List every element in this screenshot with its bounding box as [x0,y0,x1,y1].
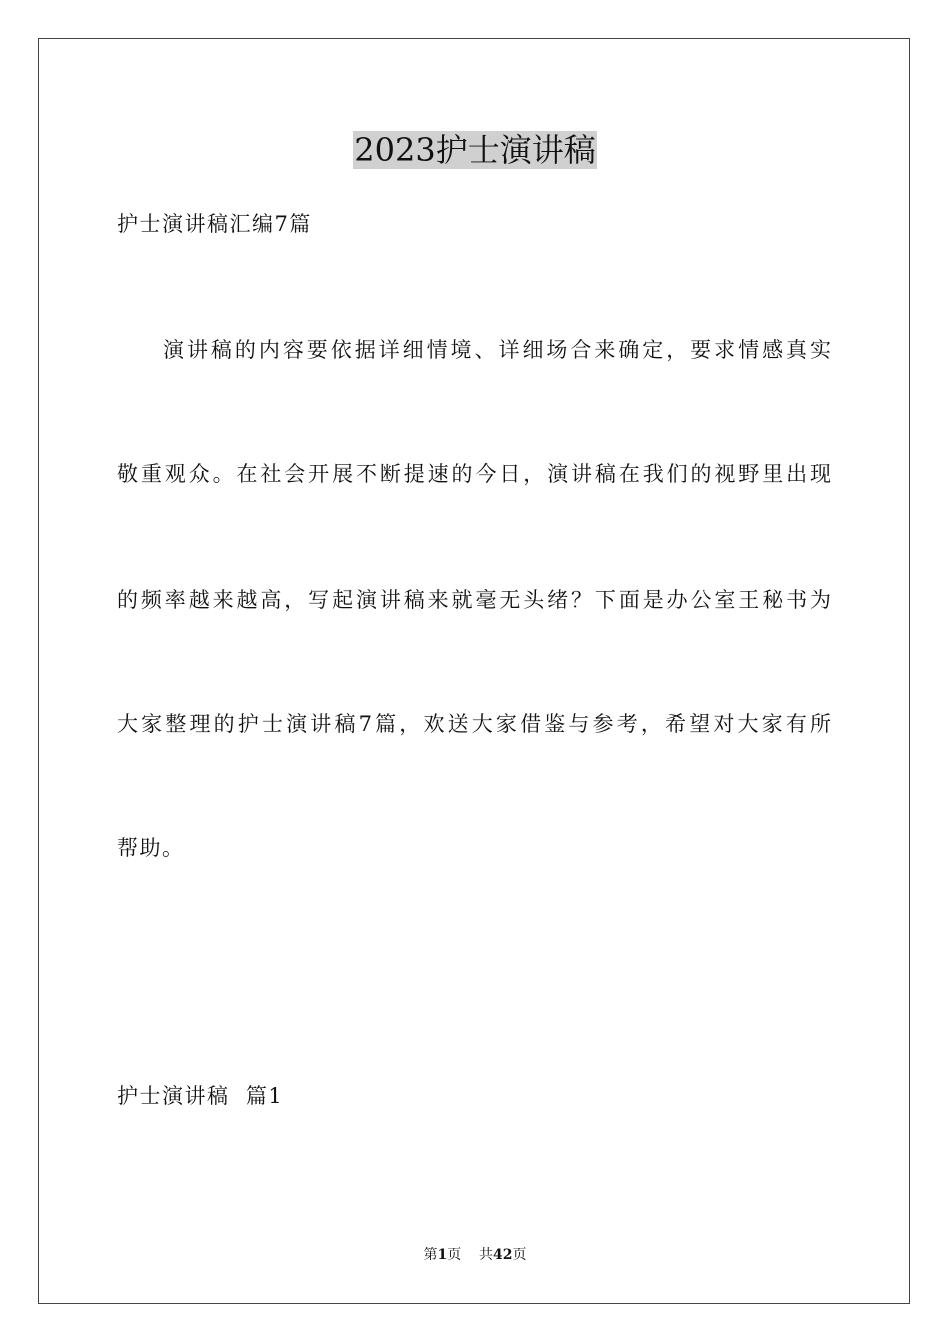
footer-page-suffix: 页 [447,1247,462,1263]
section-heading: 护士演讲稿 篇1 [117,1084,284,1108]
footer-total-pages: 42 [493,1247,513,1263]
footer-page-number: 1 [437,1247,448,1263]
paragraph-line: 的频率越来越高，写起演讲稿来就毫无头绪？下面是办公室王秘书为 [117,588,831,612]
paragraph-line: 敬重观众。在社会开展不断提速的今日，演讲稿在我们的视野里出现 [117,462,831,486]
paragraph-line: 帮助。 [117,836,185,860]
footer-total-prefix: 共 [479,1247,494,1263]
document-title [0,128,950,172]
footer-total-suffix: 页 [512,1247,527,1263]
paragraph-line: 大家整理的护士演讲稿7篇，欢送大家借鉴与参考，希望对大家有所 [117,712,831,736]
document-title-text: 2023护士演讲稿 [354,131,596,169]
paragraph-line: 演讲稿的内容要依据详细情境、详细场合来确定，要求情感真实 [163,338,831,362]
page-footer [0,1245,950,1265]
footer-page-prefix: 第 [423,1247,438,1263]
document-subtitle: 护士演讲稿汇编7篇 [117,212,312,236]
